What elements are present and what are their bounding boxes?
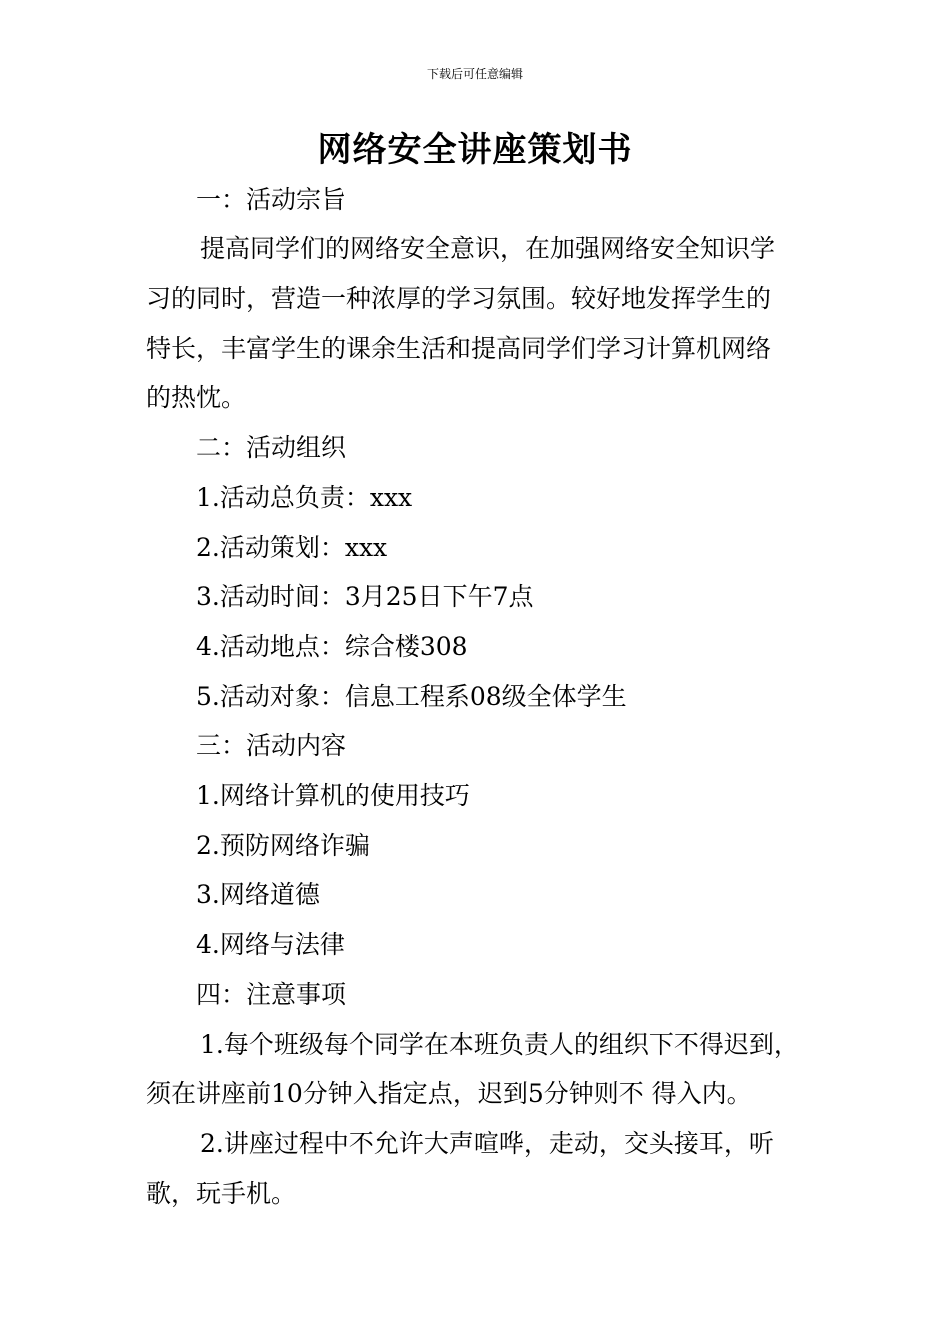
paragraph-line: 歌，玩手机。 [146,1179,297,1208]
section-heading-content: 三：活动内容 [196,731,347,760]
header-note: 下载后可任意编辑 [426,67,523,81]
section-heading-organization: 二：活动组织 [196,433,347,462]
list-item: 1.活动总负责：xxx [196,483,413,512]
paragraph-line: 提高同学们的网络安全意识，在加强网络安全知识学 [200,234,776,263]
list-item: 2.预防网络诈骗 [196,831,370,860]
paragraph-line: 1.每个班级每个同学在本班负责人的组织下不得迟到， [200,1030,799,1059]
list-item: 1.网络计算机的使用技巧 [196,781,470,810]
list-item: 4.网络与法律 [196,930,345,959]
paragraph-line: 2.讲座过程中不允许大声喧哗，走动，交头接耳，听 [200,1129,774,1158]
list-item: 4.活动地点：综合楼308 [196,632,468,661]
page-title: 网络安全讲座策划书 [317,130,633,170]
list-item: 2.活动策划：xxx [196,533,388,562]
paragraph-line: 须在讲座前10分钟入指定点，迟到5分钟则不 得入内。 [146,1079,752,1108]
paragraph-line: 习的同时，营造一种浓厚的学习氛围。较好地发挥学生的 [146,284,772,313]
paragraph-line: 的热忱。 [146,383,247,412]
list-item: 3.网络道德 [196,880,320,909]
paragraph-line: 特长，丰富学生的课余生活和提高同学们学习计算机网络 [146,334,772,363]
section-heading-purpose: 一：活动宗旨 [196,185,347,214]
list-item: 5.活动对象：信息工程系08级全体学生 [196,682,627,711]
list-item: 3.活动时间：3月25日下午7点 [196,582,534,611]
section-heading-notes: 四：注意事项 [196,980,347,1009]
